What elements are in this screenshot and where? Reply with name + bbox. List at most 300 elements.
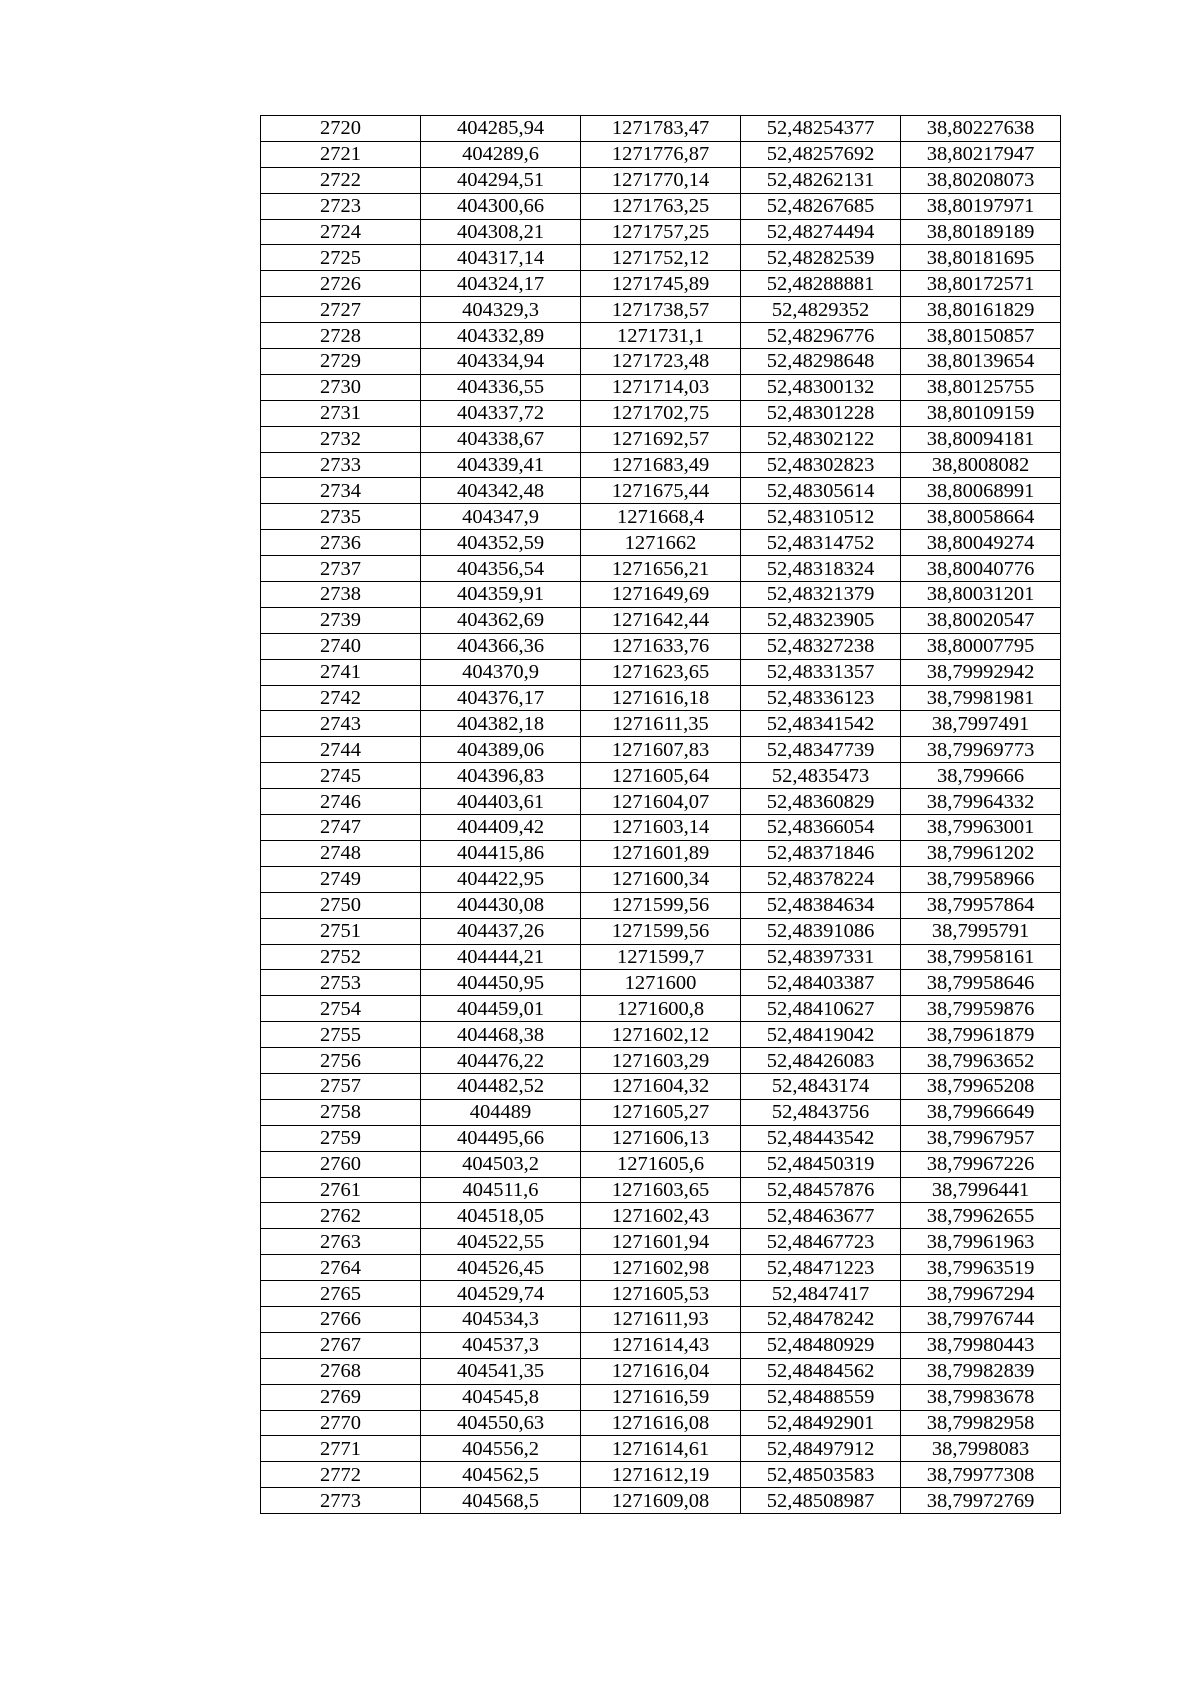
point-number-cell: 2760 bbox=[261, 1151, 421, 1177]
x-coordinate-cell: 404482,52 bbox=[421, 1073, 581, 1099]
x-coordinate-cell: 404336,55 bbox=[421, 374, 581, 400]
y-coordinate-cell: 1271609,08 bbox=[581, 1488, 741, 1514]
longitude-cell: 38,80031201 bbox=[901, 582, 1061, 608]
point-number-cell: 2743 bbox=[261, 711, 421, 737]
y-coordinate-cell: 1271623,65 bbox=[581, 659, 741, 685]
longitude-cell: 38,80094181 bbox=[901, 426, 1061, 452]
point-number-cell: 2752 bbox=[261, 944, 421, 970]
table-row bbox=[261, 789, 1061, 815]
longitude-cell: 38,79966649 bbox=[901, 1099, 1061, 1125]
y-coordinate-cell: 1271776,87 bbox=[581, 141, 741, 167]
point-number-cell: 2729 bbox=[261, 349, 421, 375]
point-number-cell: 2749 bbox=[261, 866, 421, 892]
table-row bbox=[261, 219, 1061, 245]
y-coordinate-cell: 1271600,34 bbox=[581, 866, 741, 892]
x-coordinate-cell: 404308,21 bbox=[421, 219, 581, 245]
table-row bbox=[261, 1332, 1061, 1358]
y-coordinate-cell: 1271616,04 bbox=[581, 1358, 741, 1384]
point-number-cell: 2753 bbox=[261, 970, 421, 996]
x-coordinate-cell: 404396,83 bbox=[421, 763, 581, 789]
x-coordinate-cell: 404359,91 bbox=[421, 582, 581, 608]
x-coordinate-cell: 404568,5 bbox=[421, 1488, 581, 1514]
x-coordinate-cell: 404329,3 bbox=[421, 297, 581, 323]
latitude-cell: 52,48321379 bbox=[741, 582, 901, 608]
point-number-cell: 2721 bbox=[261, 141, 421, 167]
table-row bbox=[261, 607, 1061, 633]
longitude-cell: 38,79981981 bbox=[901, 685, 1061, 711]
latitude-cell: 52,48305614 bbox=[741, 478, 901, 504]
point-number-cell: 2740 bbox=[261, 633, 421, 659]
longitude-cell: 38,79963519 bbox=[901, 1255, 1061, 1281]
latitude-cell: 52,48310512 bbox=[741, 504, 901, 530]
point-number-cell: 2727 bbox=[261, 297, 421, 323]
x-coordinate-cell: 404534,3 bbox=[421, 1306, 581, 1332]
longitude-cell: 38,80049274 bbox=[901, 530, 1061, 556]
point-number-cell: 2756 bbox=[261, 1048, 421, 1074]
point-number-cell: 2735 bbox=[261, 504, 421, 530]
latitude-cell: 52,48347739 bbox=[741, 737, 901, 763]
table-row bbox=[261, 323, 1061, 349]
y-coordinate-cell: 1271600 bbox=[581, 970, 741, 996]
point-number-cell: 2747 bbox=[261, 815, 421, 841]
y-coordinate-cell: 1271662 bbox=[581, 530, 741, 556]
point-number-cell: 2724 bbox=[261, 219, 421, 245]
longitude-cell: 38,80020547 bbox=[901, 607, 1061, 633]
table-row bbox=[261, 504, 1061, 530]
point-number-cell: 2772 bbox=[261, 1462, 421, 1488]
longitude-cell: 38,79977308 bbox=[901, 1462, 1061, 1488]
longitude-cell: 38,79962655 bbox=[901, 1203, 1061, 1229]
table-row bbox=[261, 1358, 1061, 1384]
table-row bbox=[261, 1384, 1061, 1410]
latitude-cell: 52,48314752 bbox=[741, 530, 901, 556]
longitude-cell: 38,799666 bbox=[901, 763, 1061, 789]
x-coordinate-cell: 404518,05 bbox=[421, 1203, 581, 1229]
x-coordinate-cell: 404495,66 bbox=[421, 1125, 581, 1151]
latitude-cell: 52,48484562 bbox=[741, 1358, 901, 1384]
point-number-cell: 2771 bbox=[261, 1436, 421, 1462]
latitude-cell: 52,48371846 bbox=[741, 840, 901, 866]
latitude-cell: 52,48378224 bbox=[741, 866, 901, 892]
y-coordinate-cell: 1271611,93 bbox=[581, 1306, 741, 1332]
latitude-cell: 52,48471223 bbox=[741, 1255, 901, 1281]
y-coordinate-cell: 1271605,6 bbox=[581, 1151, 741, 1177]
table-row bbox=[261, 633, 1061, 659]
table-row bbox=[261, 737, 1061, 763]
y-coordinate-cell: 1271614,61 bbox=[581, 1436, 741, 1462]
table-row bbox=[261, 996, 1061, 1022]
x-coordinate-cell: 404300,66 bbox=[421, 193, 581, 219]
x-coordinate-cell: 404415,86 bbox=[421, 840, 581, 866]
latitude-cell: 52,48257692 bbox=[741, 141, 901, 167]
longitude-cell: 38,80007795 bbox=[901, 633, 1061, 659]
table-row bbox=[261, 426, 1061, 452]
longitude-cell: 38,79961879 bbox=[901, 1022, 1061, 1048]
x-coordinate-cell: 404422,95 bbox=[421, 866, 581, 892]
longitude-cell: 38,79972769 bbox=[901, 1488, 1061, 1514]
longitude-cell: 38,79961963 bbox=[901, 1229, 1061, 1255]
table-row bbox=[261, 1073, 1061, 1099]
y-coordinate-cell: 1271603,65 bbox=[581, 1177, 741, 1203]
point-number-cell: 2769 bbox=[261, 1384, 421, 1410]
table-row bbox=[261, 1436, 1061, 1462]
x-coordinate-cell: 404339,41 bbox=[421, 452, 581, 478]
longitude-cell: 38,79967294 bbox=[901, 1281, 1061, 1307]
x-coordinate-cell: 404334,94 bbox=[421, 349, 581, 375]
y-coordinate-cell: 1271605,53 bbox=[581, 1281, 741, 1307]
x-coordinate-cell: 404337,72 bbox=[421, 400, 581, 426]
longitude-cell: 38,80208073 bbox=[901, 167, 1061, 193]
table-row bbox=[261, 1048, 1061, 1074]
x-coordinate-cell: 404376,17 bbox=[421, 685, 581, 711]
y-coordinate-cell: 1271668,4 bbox=[581, 504, 741, 530]
longitude-cell: 38,80172571 bbox=[901, 271, 1061, 297]
longitude-cell: 38,79976744 bbox=[901, 1306, 1061, 1332]
y-coordinate-cell: 1271606,13 bbox=[581, 1125, 741, 1151]
point-number-cell: 2741 bbox=[261, 659, 421, 685]
longitude-cell: 38,79967957 bbox=[901, 1125, 1061, 1151]
y-coordinate-cell: 1271763,25 bbox=[581, 193, 741, 219]
longitude-cell: 38,79982839 bbox=[901, 1358, 1061, 1384]
table-row bbox=[261, 400, 1061, 426]
point-number-cell: 2751 bbox=[261, 918, 421, 944]
x-coordinate-cell: 404338,67 bbox=[421, 426, 581, 452]
table-row bbox=[261, 1281, 1061, 1307]
point-number-cell: 2720 bbox=[261, 116, 421, 142]
point-number-cell: 2764 bbox=[261, 1255, 421, 1281]
point-number-cell: 2739 bbox=[261, 607, 421, 633]
y-coordinate-cell: 1271752,12 bbox=[581, 245, 741, 271]
y-coordinate-cell: 1271702,75 bbox=[581, 400, 741, 426]
table-row bbox=[261, 892, 1061, 918]
point-number-cell: 2763 bbox=[261, 1229, 421, 1255]
longitude-cell: 38,79969773 bbox=[901, 737, 1061, 763]
latitude-cell: 52,48450319 bbox=[741, 1151, 901, 1177]
latitude-cell: 52,48503583 bbox=[741, 1462, 901, 1488]
table-row bbox=[261, 1151, 1061, 1177]
latitude-cell: 52,48282539 bbox=[741, 245, 901, 271]
table-row bbox=[261, 815, 1061, 841]
longitude-cell: 38,7996441 bbox=[901, 1177, 1061, 1203]
x-coordinate-cell: 404366,36 bbox=[421, 633, 581, 659]
table-row bbox=[261, 1229, 1061, 1255]
point-number-cell: 2732 bbox=[261, 426, 421, 452]
latitude-cell: 52,48302823 bbox=[741, 452, 901, 478]
table-row bbox=[261, 866, 1061, 892]
y-coordinate-cell: 1271602,43 bbox=[581, 1203, 741, 1229]
table-row bbox=[261, 711, 1061, 737]
latitude-cell: 52,48296776 bbox=[741, 323, 901, 349]
x-coordinate-cell: 404370,9 bbox=[421, 659, 581, 685]
table-row bbox=[261, 271, 1061, 297]
latitude-cell: 52,4843174 bbox=[741, 1073, 901, 1099]
x-coordinate-cell: 404437,26 bbox=[421, 918, 581, 944]
x-coordinate-cell: 404529,74 bbox=[421, 1281, 581, 1307]
latitude-cell: 52,48443542 bbox=[741, 1125, 901, 1151]
latitude-cell: 52,4847417 bbox=[741, 1281, 901, 1307]
longitude-cell: 38,79963001 bbox=[901, 815, 1061, 841]
x-coordinate-cell: 404489 bbox=[421, 1099, 581, 1125]
longitude-cell: 38,80109159 bbox=[901, 400, 1061, 426]
x-coordinate-cell: 404526,45 bbox=[421, 1255, 581, 1281]
latitude-cell: 52,48274494 bbox=[741, 219, 901, 245]
y-coordinate-cell: 1271723,48 bbox=[581, 349, 741, 375]
latitude-cell: 52,48508987 bbox=[741, 1488, 901, 1514]
longitude-cell: 38,79983678 bbox=[901, 1384, 1061, 1410]
latitude-cell: 52,48457876 bbox=[741, 1177, 901, 1203]
x-coordinate-cell: 404332,89 bbox=[421, 323, 581, 349]
table-row bbox=[261, 349, 1061, 375]
y-coordinate-cell: 1271692,57 bbox=[581, 426, 741, 452]
longitude-cell: 38,79980443 bbox=[901, 1332, 1061, 1358]
coordinates-table-body bbox=[261, 116, 1061, 1514]
y-coordinate-cell: 1271605,64 bbox=[581, 763, 741, 789]
y-coordinate-cell: 1271616,18 bbox=[581, 685, 741, 711]
table-row bbox=[261, 1125, 1061, 1151]
table-row bbox=[261, 659, 1061, 685]
x-coordinate-cell: 404541,35 bbox=[421, 1358, 581, 1384]
x-coordinate-cell: 404409,42 bbox=[421, 815, 581, 841]
latitude-cell: 52,48397331 bbox=[741, 944, 901, 970]
x-coordinate-cell: 404556,2 bbox=[421, 1436, 581, 1462]
table-row bbox=[261, 1177, 1061, 1203]
y-coordinate-cell: 1271604,07 bbox=[581, 789, 741, 815]
table-row bbox=[261, 556, 1061, 582]
longitude-cell: 38,79959876 bbox=[901, 996, 1061, 1022]
latitude-cell: 52,48301228 bbox=[741, 400, 901, 426]
coordinates-table bbox=[260, 115, 1061, 1514]
longitude-cell: 38,79958966 bbox=[901, 866, 1061, 892]
longitude-cell: 38,80161829 bbox=[901, 297, 1061, 323]
y-coordinate-cell: 1271649,69 bbox=[581, 582, 741, 608]
longitude-cell: 38,79967226 bbox=[901, 1151, 1061, 1177]
point-number-cell: 2748 bbox=[261, 840, 421, 866]
latitude-cell: 52,48497912 bbox=[741, 1436, 901, 1462]
point-number-cell: 2750 bbox=[261, 892, 421, 918]
longitude-cell: 38,80139654 bbox=[901, 349, 1061, 375]
point-number-cell: 2728 bbox=[261, 323, 421, 349]
x-coordinate-cell: 404382,18 bbox=[421, 711, 581, 737]
latitude-cell: 52,48331357 bbox=[741, 659, 901, 685]
y-coordinate-cell: 1271599,7 bbox=[581, 944, 741, 970]
table-row bbox=[261, 918, 1061, 944]
point-number-cell: 2755 bbox=[261, 1022, 421, 1048]
y-coordinate-cell: 1271683,49 bbox=[581, 452, 741, 478]
x-coordinate-cell: 404294,51 bbox=[421, 167, 581, 193]
table-row bbox=[261, 297, 1061, 323]
longitude-cell: 38,79957864 bbox=[901, 892, 1061, 918]
x-coordinate-cell: 404511,6 bbox=[421, 1177, 581, 1203]
latitude-cell: 52,48327238 bbox=[741, 633, 901, 659]
point-number-cell: 2762 bbox=[261, 1203, 421, 1229]
latitude-cell: 52,48302122 bbox=[741, 426, 901, 452]
table-row bbox=[261, 452, 1061, 478]
latitude-cell: 52,48492901 bbox=[741, 1410, 901, 1436]
x-coordinate-cell: 404362,69 bbox=[421, 607, 581, 633]
x-coordinate-cell: 404289,6 bbox=[421, 141, 581, 167]
longitude-cell: 38,80058664 bbox=[901, 504, 1061, 530]
y-coordinate-cell: 1271757,25 bbox=[581, 219, 741, 245]
y-coordinate-cell: 1271603,29 bbox=[581, 1048, 741, 1074]
longitude-cell: 38,80197971 bbox=[901, 193, 1061, 219]
table-row bbox=[261, 1099, 1061, 1125]
latitude-cell: 52,48300132 bbox=[741, 374, 901, 400]
latitude-cell: 52,48478242 bbox=[741, 1306, 901, 1332]
latitude-cell: 52,48426083 bbox=[741, 1048, 901, 1074]
table-row bbox=[261, 478, 1061, 504]
point-number-cell: 2746 bbox=[261, 789, 421, 815]
latitude-cell: 52,48480929 bbox=[741, 1332, 901, 1358]
latitude-cell: 52,48318324 bbox=[741, 556, 901, 582]
table-row bbox=[261, 1022, 1061, 1048]
latitude-cell: 52,48298648 bbox=[741, 349, 901, 375]
longitude-cell: 38,79958161 bbox=[901, 944, 1061, 970]
y-coordinate-cell: 1271783,47 bbox=[581, 116, 741, 142]
x-coordinate-cell: 404562,5 bbox=[421, 1462, 581, 1488]
y-coordinate-cell: 1271745,89 bbox=[581, 271, 741, 297]
y-coordinate-cell: 1271616,59 bbox=[581, 1384, 741, 1410]
point-number-cell: 2722 bbox=[261, 167, 421, 193]
x-coordinate-cell: 404285,94 bbox=[421, 116, 581, 142]
latitude-cell: 52,48488559 bbox=[741, 1384, 901, 1410]
y-coordinate-cell: 1271607,83 bbox=[581, 737, 741, 763]
table-row bbox=[261, 116, 1061, 142]
table-row bbox=[261, 685, 1061, 711]
point-number-cell: 2757 bbox=[261, 1073, 421, 1099]
longitude-cell: 38,8008082 bbox=[901, 452, 1061, 478]
table-row bbox=[261, 1255, 1061, 1281]
latitude-cell: 52,48410627 bbox=[741, 996, 901, 1022]
point-number-cell: 2758 bbox=[261, 1099, 421, 1125]
x-coordinate-cell: 404430,08 bbox=[421, 892, 581, 918]
latitude-cell: 52,4843756 bbox=[741, 1099, 901, 1125]
y-coordinate-cell: 1271616,08 bbox=[581, 1410, 741, 1436]
point-number-cell: 2738 bbox=[261, 582, 421, 608]
longitude-cell: 38,80227638 bbox=[901, 116, 1061, 142]
y-coordinate-cell: 1271633,76 bbox=[581, 633, 741, 659]
latitude-cell: 52,4835473 bbox=[741, 763, 901, 789]
table-row bbox=[261, 1203, 1061, 1229]
longitude-cell: 38,79961202 bbox=[901, 840, 1061, 866]
point-number-cell: 2754 bbox=[261, 996, 421, 1022]
table-row bbox=[261, 1410, 1061, 1436]
longitude-cell: 38,7997491 bbox=[901, 711, 1061, 737]
table-row bbox=[261, 944, 1061, 970]
longitude-cell: 38,79992942 bbox=[901, 659, 1061, 685]
x-coordinate-cell: 404347,9 bbox=[421, 504, 581, 530]
point-number-cell: 2759 bbox=[261, 1125, 421, 1151]
point-number-cell: 2726 bbox=[261, 271, 421, 297]
y-coordinate-cell: 1271604,32 bbox=[581, 1073, 741, 1099]
y-coordinate-cell: 1271602,98 bbox=[581, 1255, 741, 1281]
x-coordinate-cell: 404537,3 bbox=[421, 1332, 581, 1358]
table-row bbox=[261, 245, 1061, 271]
longitude-cell: 38,80150857 bbox=[901, 323, 1061, 349]
x-coordinate-cell: 404503,2 bbox=[421, 1151, 581, 1177]
point-number-cell: 2770 bbox=[261, 1410, 421, 1436]
point-number-cell: 2773 bbox=[261, 1488, 421, 1514]
longitude-cell: 38,79958646 bbox=[901, 970, 1061, 996]
latitude-cell: 52,48341542 bbox=[741, 711, 901, 737]
table-row bbox=[261, 141, 1061, 167]
x-coordinate-cell: 404468,38 bbox=[421, 1022, 581, 1048]
x-coordinate-cell: 404550,63 bbox=[421, 1410, 581, 1436]
point-number-cell: 2767 bbox=[261, 1332, 421, 1358]
y-coordinate-cell: 1271714,03 bbox=[581, 374, 741, 400]
y-coordinate-cell: 1271612,19 bbox=[581, 1462, 741, 1488]
point-number-cell: 2768 bbox=[261, 1358, 421, 1384]
point-number-cell: 2723 bbox=[261, 193, 421, 219]
point-number-cell: 2736 bbox=[261, 530, 421, 556]
x-coordinate-cell: 404317,14 bbox=[421, 245, 581, 271]
latitude-cell: 52,4829352 bbox=[741, 297, 901, 323]
y-coordinate-cell: 1271599,56 bbox=[581, 892, 741, 918]
point-number-cell: 2761 bbox=[261, 1177, 421, 1203]
latitude-cell: 52,48288881 bbox=[741, 271, 901, 297]
point-number-cell: 2745 bbox=[261, 763, 421, 789]
x-coordinate-cell: 404352,59 bbox=[421, 530, 581, 556]
table-row bbox=[261, 193, 1061, 219]
table-row bbox=[261, 763, 1061, 789]
table-row bbox=[261, 374, 1061, 400]
y-coordinate-cell: 1271601,89 bbox=[581, 840, 741, 866]
table-row bbox=[261, 1306, 1061, 1332]
longitude-cell: 38,79963652 bbox=[901, 1048, 1061, 1074]
y-coordinate-cell: 1271600,8 bbox=[581, 996, 741, 1022]
x-coordinate-cell: 404342,48 bbox=[421, 478, 581, 504]
longitude-cell: 38,80217947 bbox=[901, 141, 1061, 167]
table-row bbox=[261, 1462, 1061, 1488]
point-number-cell: 2733 bbox=[261, 452, 421, 478]
x-coordinate-cell: 404389,06 bbox=[421, 737, 581, 763]
x-coordinate-cell: 404356,54 bbox=[421, 556, 581, 582]
x-coordinate-cell: 404444,21 bbox=[421, 944, 581, 970]
latitude-cell: 52,48467723 bbox=[741, 1229, 901, 1255]
x-coordinate-cell: 404324,17 bbox=[421, 271, 581, 297]
latitude-cell: 52,48336123 bbox=[741, 685, 901, 711]
point-number-cell: 2765 bbox=[261, 1281, 421, 1307]
point-number-cell: 2766 bbox=[261, 1306, 421, 1332]
longitude-cell: 38,79982958 bbox=[901, 1410, 1061, 1436]
table-row bbox=[261, 1488, 1061, 1514]
y-coordinate-cell: 1271738,57 bbox=[581, 297, 741, 323]
y-coordinate-cell: 1271642,44 bbox=[581, 607, 741, 633]
x-coordinate-cell: 404522,55 bbox=[421, 1229, 581, 1255]
point-number-cell: 2737 bbox=[261, 556, 421, 582]
y-coordinate-cell: 1271603,14 bbox=[581, 815, 741, 841]
table-row bbox=[261, 582, 1061, 608]
latitude-cell: 52,48419042 bbox=[741, 1022, 901, 1048]
table-row bbox=[261, 970, 1061, 996]
latitude-cell: 52,48323905 bbox=[741, 607, 901, 633]
longitude-cell: 38,80189189 bbox=[901, 219, 1061, 245]
y-coordinate-cell: 1271611,35 bbox=[581, 711, 741, 737]
longitude-cell: 38,80040776 bbox=[901, 556, 1061, 582]
x-coordinate-cell: 404476,22 bbox=[421, 1048, 581, 1074]
latitude-cell: 52,48366054 bbox=[741, 815, 901, 841]
latitude-cell: 52,48384634 bbox=[741, 892, 901, 918]
point-number-cell: 2734 bbox=[261, 478, 421, 504]
longitude-cell: 38,79964332 bbox=[901, 789, 1061, 815]
x-coordinate-cell: 404450,95 bbox=[421, 970, 581, 996]
longitude-cell: 38,7995791 bbox=[901, 918, 1061, 944]
longitude-cell: 38,80068991 bbox=[901, 478, 1061, 504]
latitude-cell: 52,48267685 bbox=[741, 193, 901, 219]
y-coordinate-cell: 1271656,21 bbox=[581, 556, 741, 582]
y-coordinate-cell: 1271602,12 bbox=[581, 1022, 741, 1048]
latitude-cell: 52,48463677 bbox=[741, 1203, 901, 1229]
table-row bbox=[261, 167, 1061, 193]
